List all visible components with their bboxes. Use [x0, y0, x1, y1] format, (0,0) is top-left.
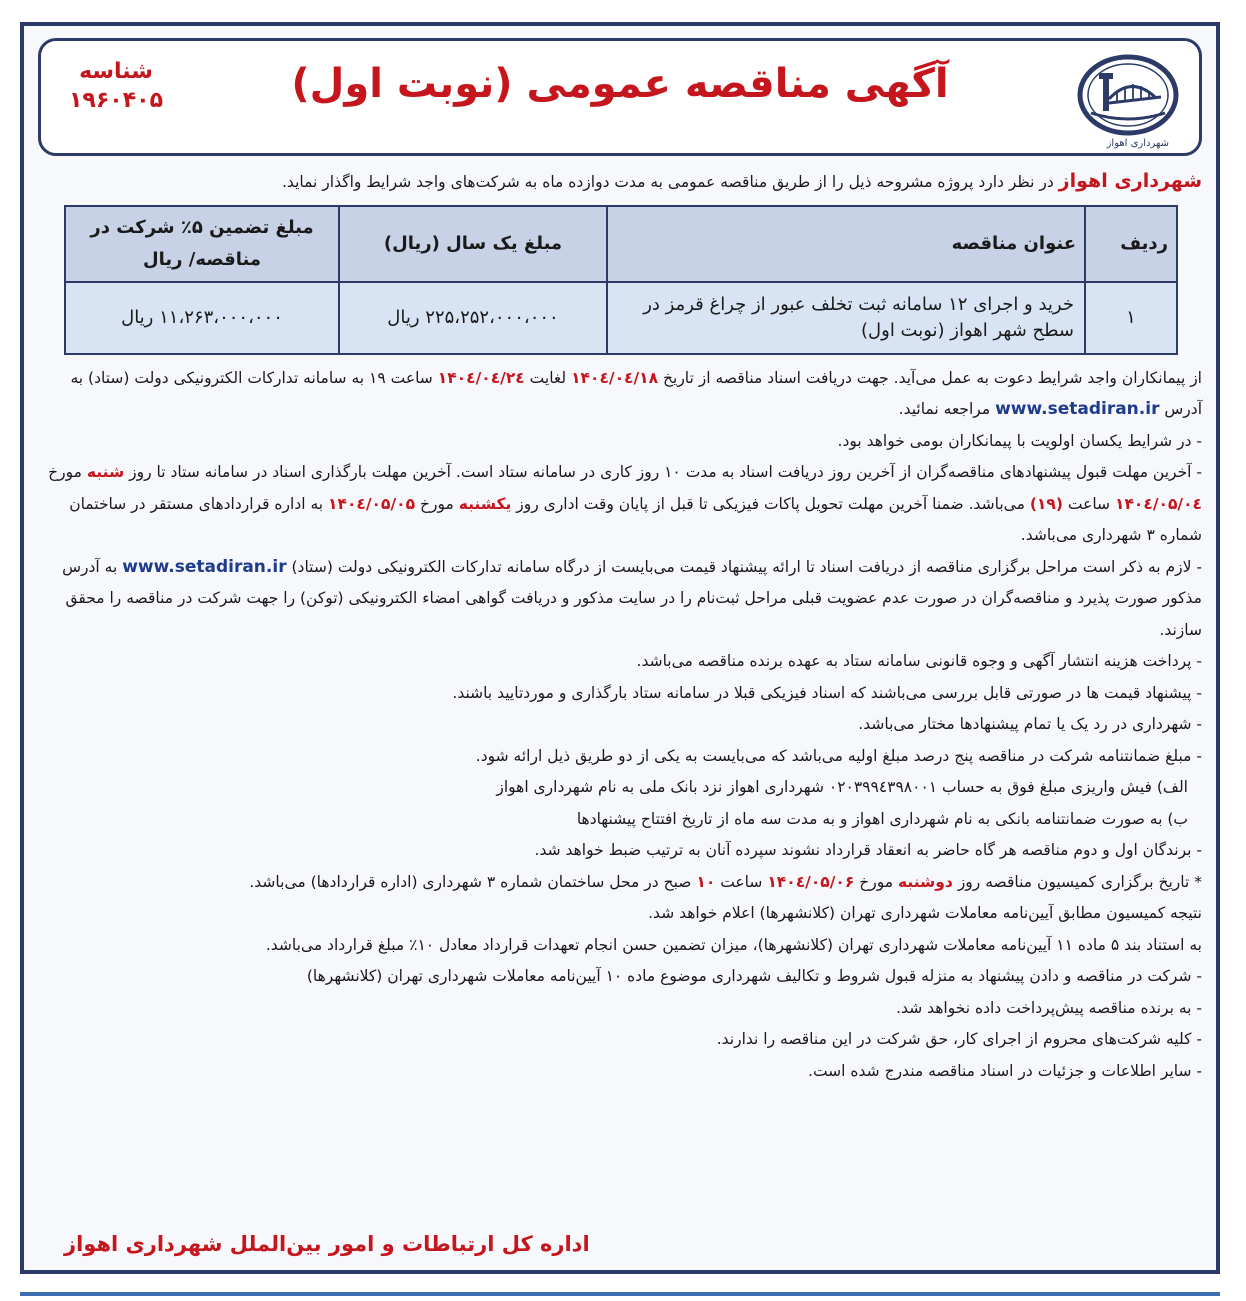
list-item: - پیشنهاد قیمت ها در صورتی قابل بررسی می‌باشند که اسناد فیزیکی قبلا در سامانه ستاد بارگذاری و موردتایید باشند. — [452, 683, 1202, 702]
notice-body — [38, 166, 1202, 1266]
municipality-logo — [1069, 51, 1187, 147]
cell-annual-amount: ۲۲۵،۲۵۲،۰۰۰،۰۰۰ ریال — [339, 282, 607, 354]
deadline-paragraph: - آخرین مهلت قبول پیشنهادهای مناقصه‌گران از آخرین روز دریافت اسناد به مدت ۱۰ روز کاری در سامانه ستاد است. آخرین مهلت بارگذاری اسناد در سامانه ستاد تا روز شنبه مورخ ۱۴۰٤/۰۵/۰٤ ساعت (۱۹) می‌باشد. ضمنا آخرین مهلت تحویل پاکات فیزیکی تا قبل از پایان وقت اداری روز یکشنبه مورخ ۱۴۰٤/۰۵/۰۵ به اداره قراردادهای مستقر در ساختمان شماره ۳ شهرداری می‌باشد. — [48, 463, 1202, 544]
list-item: - مبلغ ضمانتنامه شرکت در مناقصه پنج درصد مبلغ اولیه می‌باشد که می‌بایست به یکی از دو طریق ذیل ارائه شود. — [475, 746, 1202, 765]
list-item: - سایر اطلاعات و جزئیات در اسناد مناقصه مندرج شده است. — [808, 1061, 1202, 1080]
documents-paragraph: از پیمانکاران واجد شرایط دعوت به عمل می‌آید. جهت دریافت اسناد مناقصه از تاریخ ۱۴۰٤/۰٤/۱۸ لغایت ۱۴۰٤/۰٤/۲٤ ساعت ۱۹ به سامانه تدارکات الکترونیکی دولت (ستاد) به آدرس www.setadiran.ir مراجعه نمائید. — [70, 368, 1202, 419]
cell-tender-title: خرید و اجرای ۱۲ سامانه ثبت تخلف عبور از چراغ قرمز در سطح شهر اهواز (نوبت اول) — [607, 282, 1085, 354]
local-priority-line: - در شرایط یکسان اولویت با پیمانکاران بومی خواهد بود. — [837, 431, 1202, 450]
list-item: - پرداخت هزینه انتشار آگهی و وجوه قانونی سامانه ستاد به عهده برنده مناقصه می‌باشد. — [636, 652, 1202, 670]
list-item: به استناد بند ۵ ماده ۱۱ آیین‌نامه معاملات شهرداری تهران (کلانشهرها)، میزان تضمین حسن انجام تعهدات قرارداد معادل ۱۰٪ مبلغ قرارداد می‌باشد. — [265, 935, 1202, 954]
list-item: - کلیه شرکت‌های محروم از اجرای کار، حق شرکت در این مناقصه را ندارند. — [716, 1030, 1202, 1048]
upload-hour: (۱۹) — [1029, 494, 1063, 513]
tender-table — [64, 205, 1178, 355]
list-item: - شهرداری در رد یک یا تمام پیشنهادها مختار می‌باشد. — [858, 715, 1202, 733]
setadiran-link[interactable]: www.setadiran.ir — [995, 399, 1160, 419]
commission-hour: ۱۰ — [696, 872, 716, 891]
commission-day: دوشنبه — [898, 872, 953, 891]
doc-start-date: ۱۴۰٤/۰٤/۱۸ — [571, 368, 659, 387]
header-annual-amount: مبلغ یک سال (ریال) — [339, 206, 607, 282]
issuer-signature: اداره کل ارتباطات و امور بین‌الملل شهرداری اهواز — [64, 1232, 590, 1256]
bottom-divider — [20, 1292, 1220, 1296]
header-title: عنوان مناقصه — [607, 206, 1085, 282]
org-name: شهرداری اهواز — [1058, 170, 1202, 192]
top-strip — [0, 0, 1246, 22]
envelope-date: ۱۴۰٤/۰۵/۰۵ — [328, 494, 416, 513]
list-item: الف) فیش واریزی مبلغ فوق به حساب ۰۲۰۳۹۹٤۳۹۸۰۰۱ شهرداری اهواز نزد بانک ملی به نام شهرداری اهواز — [496, 778, 1188, 796]
notice-header — [38, 38, 1202, 156]
notice-frame — [20, 22, 1220, 1274]
logo-caption: شهرداری اهواز — [1106, 138, 1169, 149]
bridge-emblem-icon — [1069, 51, 1187, 147]
serial-number: ۱۹۶۰۴۰۵ — [69, 88, 163, 113]
list-item: - برندگان اول و دوم مناقصه هر گاه حاضر به انعقاد قرارداد نشوند سپرده آنان به ترتیب ضبط خواهد شد. — [534, 841, 1202, 859]
notice-title: آگهی مناقصه عمومی (نوبت اول) — [291, 61, 949, 107]
list-item: - شرکت در مناقصه و دادن پیشنهاد به منزله قبول شروط و تکالیف شهرداری موضوع ماده ۱۰ آیین‌نامه معاملات شهرداری تهران (کلانشهرها) — [306, 967, 1202, 985]
cell-row-number: ۱ — [1085, 282, 1177, 354]
process-paragraph: - لازم به ذکر است مراحل برگزاری مناقصه از دریافت اسناد تا ارائه پیشنهاد قیمت می‌بایست از درگاه سامانه تدارکات الکترونیکی دولت (ستاد) www.setadiran.ir به آدرس مذکور صورت پذیرد و مناقصه‌گران در صورت عدم عضویت قبلی مراحل ثبت‌نام را در سایت مذکور و دریافت گواهی امضاء الکترونیکی (توکن) را جهت شرکت در مناقصه را محقق سازند. — [62, 556, 1202, 639]
cell-guarantee-amount: ۱۱،۲۶۳،۰۰۰،۰۰۰ ریال — [65, 282, 339, 354]
commission-date: ۱۴۰٤/۰۵/۰۶ — [767, 872, 855, 891]
commission-paragraph: * تاریخ برگزاری کمیسیون مناقصه روز دوشنبه مورخ ۱۴۰٤/۰۵/۰۶ ساعت ۱۰ صبح در محل ساختمان شماره ۳ شهرداری (اداره قراردادها) می‌باشد. — [249, 872, 1202, 891]
header-row-number: ردیف — [1085, 206, 1177, 282]
upload-day: شنبه — [86, 463, 125, 481]
serial-label: شناسه — [79, 59, 153, 84]
envelope-day: یکشنبه — [458, 494, 512, 513]
upload-date: ۱۴۰٤/۰۵/۰٤ — [1114, 494, 1202, 513]
list-item: ب) به صورت ضمانتنامه بانکی به نام شهرداری اهواز و به مدت سه ماه از تاریخ افتتاح پیشنهادها — [576, 809, 1188, 828]
doc-end-date: ۱۴۰٤/۰٤/۲٤ — [437, 368, 525, 387]
intro-paragraph — [38, 166, 1202, 199]
list-item: - به برنده مناقصه پیش‌پرداخت داده نخواهد شد. — [896, 998, 1202, 1017]
table-row — [65, 282, 1177, 354]
list-item: نتیجه کمیسیون مطابق آیین‌نامه معاملات شهرداری تهران (کلانشهرها) اعلام خواهد شد. — [648, 904, 1202, 922]
intro-text: در نظر دارد پروژه مشروحه ذیل را از طریق مناقصه عمومی به مدت دوازده ماه به شرکت‌های واجد شرایط واگذار نماید. — [282, 173, 1059, 191]
table-header-row — [65, 206, 1177, 282]
header-guarantee: مبلغ تضمین ۵٪ شرکت در مناقصه/ ریال — [65, 206, 339, 282]
setadiran-link-2[interactable]: www.setadiran.ir — [122, 556, 287, 577]
serial-block — [69, 59, 163, 113]
